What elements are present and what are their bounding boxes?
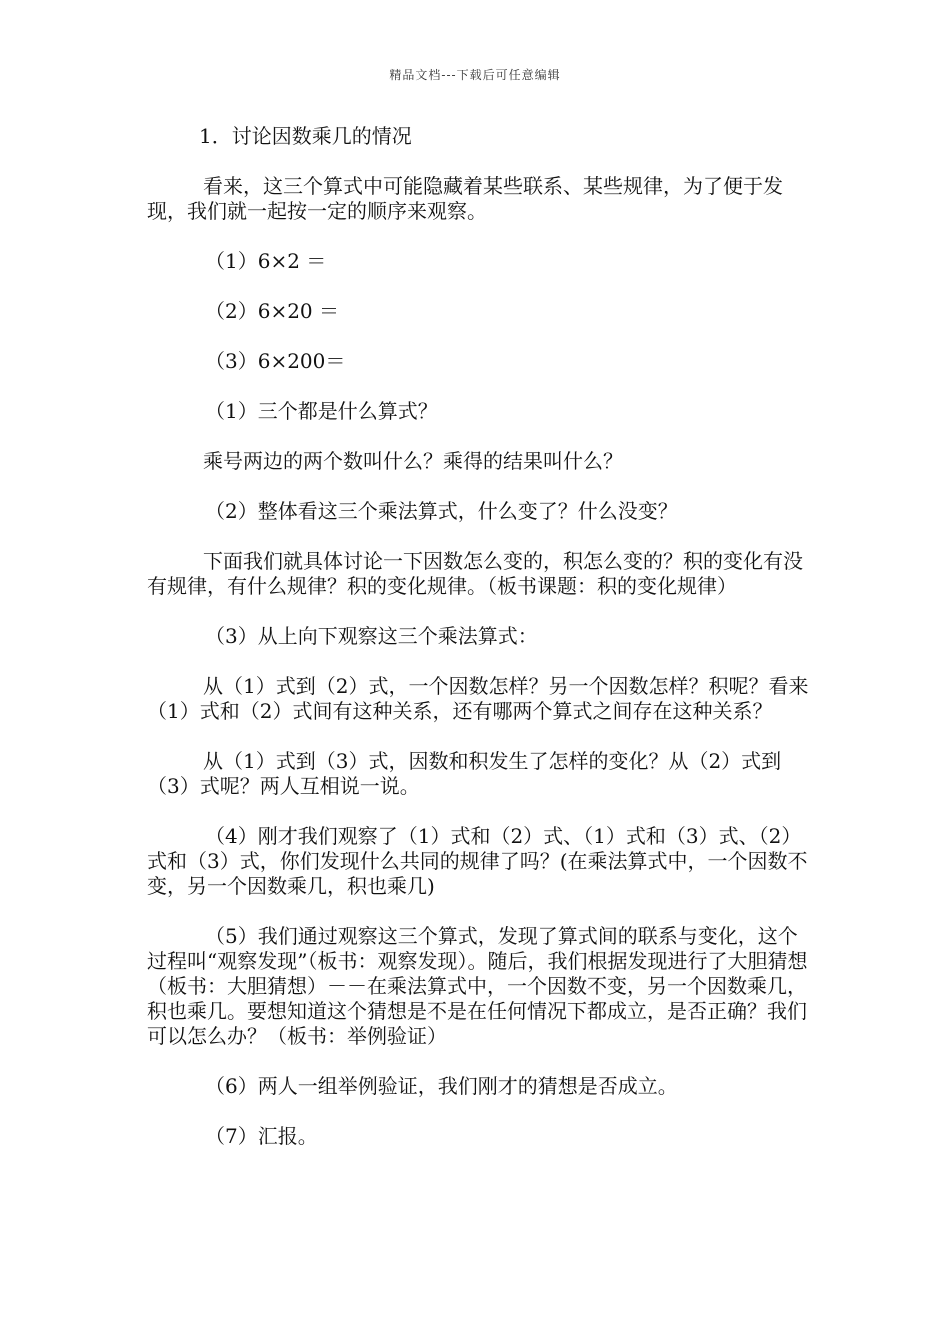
question-6: （6）两人一组举例验证，我们刚才的猜想是否成立。 [205, 1074, 678, 1098]
paragraph-discussion: 下面我们就具体讨论一下因数怎么变的，积怎么变的？积的变化有没有规律，有什么规律？积的变化规律。（板书课题：积的变化规律） [147, 549, 803, 598]
paragraph-compare-1-3: 从（1）式到（3）式，因数和积发生了怎样的变化？从（2）式到（3）式呢？两人互相说一说。 [147, 749, 782, 798]
document-body [147, 124, 815, 1174]
paragraph-intro: 看来，这三个算式中可能隐藏着某些联系、某些规律，为了便于发现，我们就一起按一定的顺序来观察。 [147, 174, 783, 223]
question-1-followup: 乘号两边的两个数叫什么？乘得的结果叫什么？ [203, 449, 623, 473]
equation-2: （2）6×20 ＝ [205, 299, 340, 323]
equation-1: （1）6×2 ＝ [205, 249, 327, 273]
section-heading: 1．讨论因数乘几的情况 [199, 124, 412, 148]
question-3: （3）从上向下观察这三个乘法算式： [205, 624, 538, 648]
paragraph-compare-1-2: 从（1）式到（2）式，一个因数怎样？另一个因数怎样？积呢？看来（1）式和（2）式间有这种关系，还有哪两个算式之间存在这种关系？ [147, 674, 809, 723]
question-2: （2）整体看这三个乘法算式，什么变了？什么没变？ [205, 499, 678, 523]
equation-3: （3）6×200＝ [205, 349, 346, 373]
question-4: （4）刚才我们观察了（1）式和（2）式、（1）式和（3）式、（2）式和（3）式，你们发现什么共同的规律了吗？(在乘法算式中，一个因数不变，另一个因数乘几，积也乘几) [147, 824, 808, 898]
question-7: （7）汇报。 [205, 1124, 318, 1148]
page-header: 精品文档---下载后可任意编辑 [389, 68, 561, 82]
question-1: （1）三个都是什么算式？ [205, 399, 438, 423]
question-5: （5）我们通过观察这三个算式，发现了算式间的联系与变化，这个过程叫“观察发现”（板书：观察发现）。随后，我们根据发现进行了大胆猜想（板书：大胆猜想）－－在乘法算式中，一个因数不变，另一个因数乘几，积也乘几。要想知道这个猜想是不是在任何情况下都成立，是否正确？我们可以怎么办？（板书：举例验证） [147, 924, 808, 1048]
